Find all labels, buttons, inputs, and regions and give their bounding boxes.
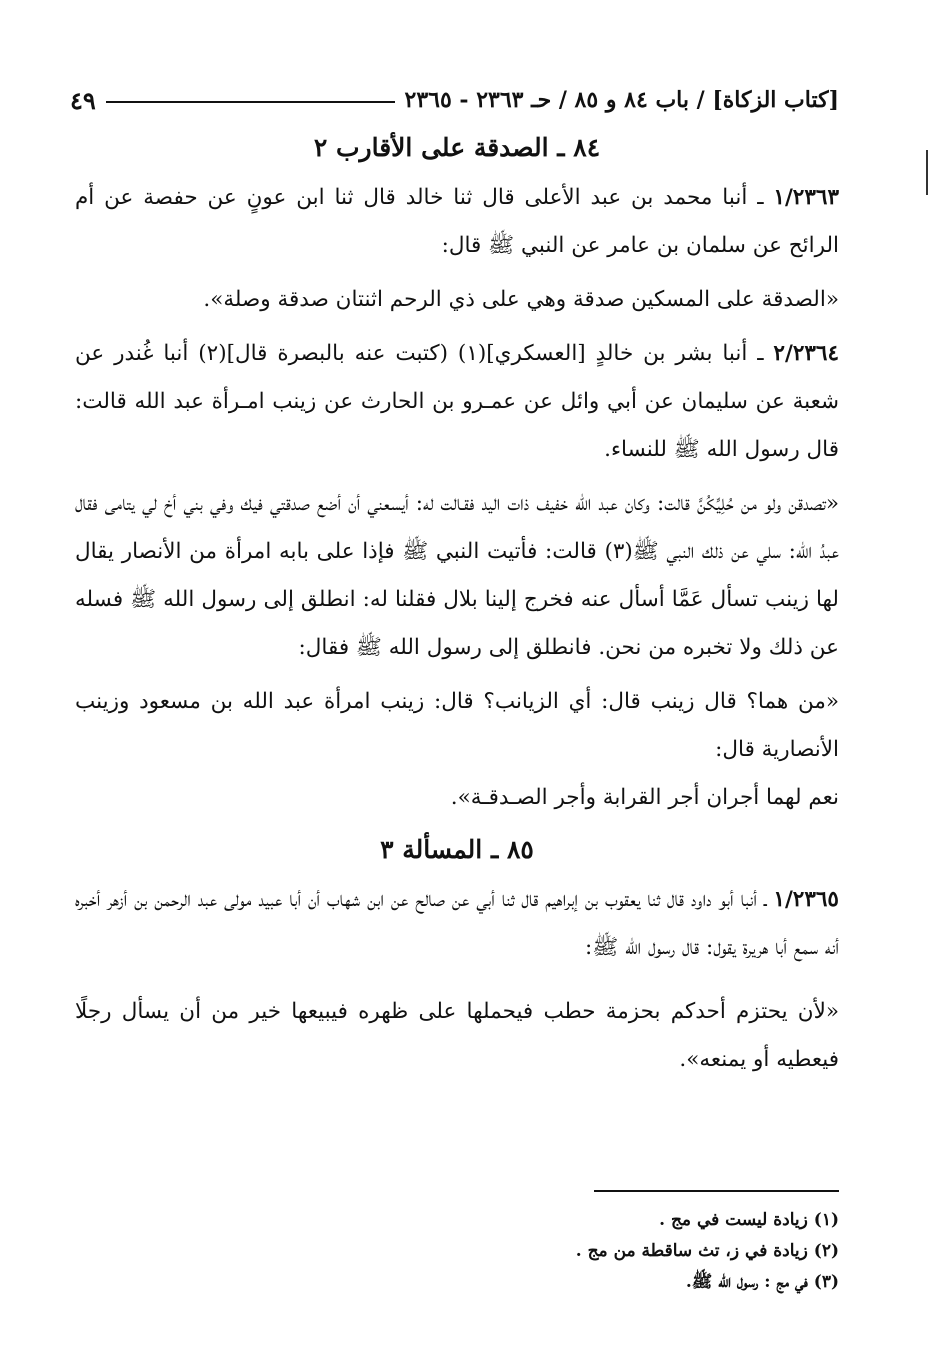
hadith-matn: «الصدقة على المسكين صدقة وهي على ذي الرحم اثنتان صدقة وصلة». [203,287,839,312]
header-title: [كتاب الزكاة] / باب ٨٤ و ٨٥ / حـ ٢٣٦٣ - ٢٣٦٥ [404,87,839,113]
hadith-number: ٢/٢٣٦٤ [773,341,840,366]
main-text [75,125,839,1084]
running-header [70,80,839,120]
footnote-3: (٣) في مج : رسول الله ﷺ. [685,1272,839,1292]
margin-mark [926,150,928,195]
hadith-matn: «لأن يحتزم أحدكم بحزمة حطب فيحملها على ظهره فيبيعها خير من أن يسأل رجلًا فيعطيه أو يمنعه». [75,999,839,1072]
hadith-2363 [75,174,839,270]
hadith-text: ـ أنبا أبو داود قال ثنا يعقوب بن إبراهيم قال ثنا أبي عن صالح عن ابن شهاب أن أبا عبيد مولى عبد الرحمن بن أزهر أخبره أنه سمع أبا هريرة يقول: قال رسول الله ﷺ: [75,887,839,960]
hadith-2365 [75,876,839,972]
hadith-matn: «من هما؟ قال زينب قال: أي الزيانب؟ قال: زينب امرأة عبد الله بن مسعود وزينب الأنصارية قال: [75,689,839,762]
footnote-1: (١) زيادة ليست في مج . [659,1210,839,1230]
hadith-text: ـ أنبا بشر بن خالدٍ [العسكري](١) (كتبت عنه بالبصرة قال](٢) أنبا غُندر عن شعبة عن سليمان عن أبي وائل عن عمـرو بن الحارث عن زينب امـرأة عبد الله قالت: قال رسول الله ﷺ للنساء. [75,341,839,462]
footnote-2: (٢) زيادة في ز، تث ساقطة من مج . [575,1241,839,1261]
header-rule [106,101,395,103]
hadith-text: ـ أنبا محمد بن عبد الأعلى قال ثنا خالد قال ثنا ابن عونٍ عن حفصة عن أم الرائح عن سلمان بن عامر عن النبي ﷺ قال: [75,185,839,258]
hadith-matn: «تصدقن ولو من حُلِيِّكُنَّ قالت: وكان عبد الله خفيف ذات اليد فقـالت له: أيسعني أن أضع صدقتي فيك وفي بني أخ لي يتامى فقال عبدُ الله: سلي عن ذلك النبي ﷺ(٣) قالت: فأتيت النبي ﷺ فإذا على بابه امرأة من الأنصار يقال لها زينب تسأل عَمَّا أسأل عنه فخرج إلينا بلال فقلنا له: انطلق إلى رسول الله ﷺ فسله عن ذلك ولا تخبره من نحن. فانطلق إلى رسول الله ﷺ فقال: [75,491,839,660]
section-heading-85: ٨٥ ـ المسألة ٣ [380,835,534,864]
hadith-number: ١/٢٣٦٥ [773,887,839,912]
page-number: ٤٩ [70,85,96,115]
footnotes [400,1205,839,1298]
hadith-number: ١/٢٣٦٣ [773,185,839,210]
footnote-rule [594,1190,839,1192]
section-heading-84: ٨٤ ـ الصدقة على الأقارب ٢ [313,133,601,162]
hadith-2364 [75,330,839,474]
hadith-matn: نعم لهما أجران أجر القرابة وأجر الصـدقـة». [450,785,839,810]
